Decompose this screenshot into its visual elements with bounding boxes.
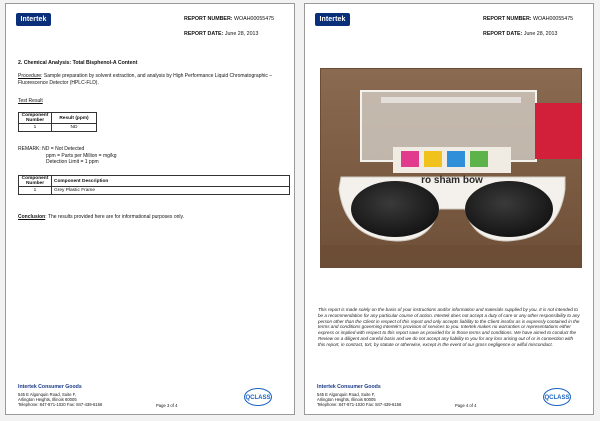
sunglasses-photo [321,69,582,268]
report-number: REPORT NUMBER: WOAH00055475 [184,16,275,22]
qclass-badge: QCLASS [244,388,272,406]
report-date: REPORT DATE: June 28, 2013 [184,31,259,37]
remark: REMARK: ND = Not Detected ppm = Parts per Million = mg/kg Detection Limit = 1 ppm [18,146,117,165]
report-date: REPORT DATE: June 28, 2013 [483,31,558,37]
section-title: 2. Chemical Analysis: Total Bisphenol-A Content [18,60,138,66]
intertek-logo: Intertek [16,13,51,26]
page-number: Page 3 of 4 [156,403,178,408]
report-page-3 [5,3,295,415]
footer-company: Intertek Consumer Goods [317,384,381,390]
table-row: 1 Grey Plastic Frame [19,187,290,195]
table-header: Component Number [19,176,52,187]
product-photo [320,68,582,268]
report-page-4 [304,3,594,415]
table-header: Component Number [19,113,52,124]
page-number: Page 4 of 4 [455,403,477,408]
test-result-label: Test Result [18,98,43,104]
red-box-lid [535,103,582,159]
result-table [18,112,97,132]
right-lens [465,181,553,237]
table-row: 1 ND [19,124,97,132]
component-table [18,175,290,195]
footer-address: 545 E Algonquin Road, Suite F, Arlington Heights, Illinois 60005 Telephone: 847-871-1020 Fax: 847-439-6156 [18,392,103,407]
disclaimer: This report is made solely on the basis of your instructions and/or information and materials supplied by you. It is not intended to be a recommendation for any particular course of action. Intertek does not accept a duty of care or any other responsibility to any person other than the Client in respect of this report and only accepts liability to the Client insofar as is expressly contained in the terms and conditions governing Intertek's provision of services to you. Intertek makes no warranties or representations either express or implied with respect to this report save as provided for in those terms and conditions. We have aimed to conduct the Review on a diligent and careful basis and we do not accept any liability to you for any loss arising out of or in connection with this report, in contract, tort, by statute or otherwise, except in the event of our gross negligence or wilful misconduct. [318,307,580,347]
photo-brand-text: ro sham bow [421,175,483,186]
footer-address: 545 E Algonquin Road, Suite F, Arlington Heights, Illinois 60005 Telephone: 847-871-1020 Fax: 847-439-6156 [317,392,402,407]
intertek-logo: Intertek [315,13,350,26]
table-header: Result (ppm) [52,113,97,124]
qclass-badge: QCLASS [543,388,571,406]
left-lens [351,181,439,237]
table-header: Component Description [52,176,290,187]
conclusion: Conclusion: The results provided here are for informational purposes only. [18,214,185,220]
procedure: Procedure: Sample preparation by solvent extraction, and analysis by High Performance Liquid Chromatographic – Fluorescence Detector (HPLC-FLD). [18,73,273,86]
footer-company: Intertek Consumer Goods [18,384,82,390]
report-number: REPORT NUMBER: WOAH00055475 [483,16,574,22]
